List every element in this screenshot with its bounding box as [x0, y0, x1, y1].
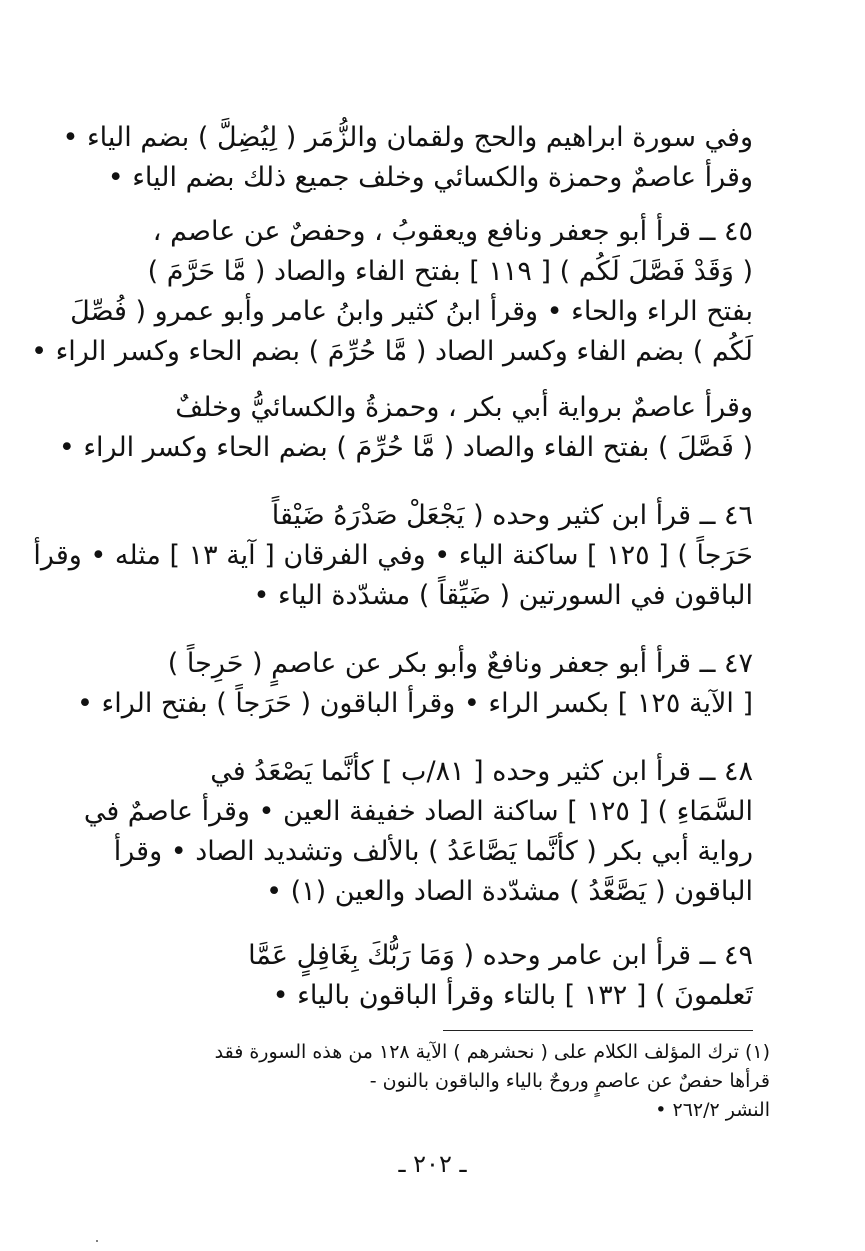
text-line: لَكُم ) بضم الفاء وكسر الصاد ( مَّا حُرِّمَ ) بضم الحاء وكسر الراء • [31, 336, 753, 367]
footnote [108, 1038, 770, 1125]
footnote-line: (١) ترك المؤلف الكلام على ( نحشرهم ) الآية ١٢٨ من هذه السورة فقد [214, 1041, 770, 1063]
footnote-line: قرأها حفصٌ عن عاصمٍ وروحٌ بالياء والباقون بالنون - [369, 1070, 770, 1092]
page-number: ـ ٢٠٢ ـ [398, 1150, 467, 1178]
text-line: ٤٥ ــ قرأ أبو جعفر ونافع ويعقوبُ ، وحفصٌ عن عاصم ، [152, 216, 753, 247]
paragraph-item-48 [83, 752, 753, 912]
paragraph-p1 [62, 118, 753, 198]
text-line: ٤٩ ــ قرأ ابن عامر وحده ( وَمَا رَبُّكَ بِغَافِلٍ عَمَّا [248, 940, 753, 971]
text-line: السَّمَاءِ ) [ ١٢٥ ] ساكنة الصاد خفيفة العين • وقرأ عاصمٌ في [83, 796, 753, 827]
text-line: حَرَجاً ) [ ١٢٥ ] ساكنة الياء • وفي الفرقان [ آية ١٣ ] مثله • وقرأ [33, 540, 753, 571]
text-line: بفتح الراء والحاء • وقرأ ابنُ كثير وابنُ عامر وأبو عمرو ( فُصِّلَ [70, 296, 753, 327]
scan-speck [96, 1240, 98, 1242]
text-line: ( فَصَّلَ ) بفتح الفاء والصاد ( مَّا حُرِّمَ ) بضم الحاء وكسر الراء • [58, 432, 753, 463]
text-line: ٤٨ ــ قرأ ابن كثير وحده [ ٨١/ب ] كأنَّما يَصْعَدُ في [210, 756, 753, 787]
text-line: وقرأ عاصمٌ برواية أبي بكر ، وحمزةُ والكسائيُّ وخلفٌ [175, 392, 753, 423]
text-line: الباقون في السورتين ( ضَيِّقاً ) مشدّدة الياء • [253, 580, 753, 611]
footnote-divider [443, 1030, 753, 1031]
text-line: [ الآية ١٢٥ ] بكسر الراء • وقرأ الباقون ( حَرَجاً ) بفتح الراء • [77, 688, 753, 719]
paragraph-item-46 [33, 496, 753, 616]
text-line: رواية أبي بكر ( كأنَّما يَصَّاعَدُ ) بالألف وتشديد الصاد • وقرأ [113, 836, 753, 867]
footnote-line: النشر ٢٦٢/٢ • [655, 1099, 770, 1121]
text-line: وقرأ عاصمٌ وحمزة والكسائي وخلف جميع ذلك بضم الياء • [107, 162, 753, 193]
paragraph-item-49 [92, 936, 753, 1016]
paragraph-item-47 [77, 644, 753, 724]
text-line: ( وَقَدْ فَصَّلَ لَكُم ) [ ١١٩ ] بفتح الفاء والصاد ( مَّا حَرَّمَ ) [147, 256, 753, 287]
text-line: تَعلمونَ ) [ ١٣٢ ] بالتاء وقرأ الباقون بالياء • [272, 980, 753, 1011]
paragraph-item-45 [31, 212, 753, 372]
paragraph-p3 [58, 388, 753, 468]
text-line: الباقون ( يَصَّعَّدُ ) مشدّدة الصاد والعين (١) • [266, 876, 753, 907]
text-line: وفي سورة ابراهيم والحج ولقمان والزُّمَر ( لِيُضِلَّ ) بضم الياء • [62, 122, 753, 153]
text-line: ٤٧ ــ قرأ أبو جعفر ونافعٌ وأبو بكر عن عاصمٍ ( حَرِجاً ) [167, 648, 753, 679]
text-line: ٤٦ ــ قرأ ابن كثير وحده ( يَجْعَلْ صَدْرَهُ ضَيْقاً [271, 500, 753, 531]
